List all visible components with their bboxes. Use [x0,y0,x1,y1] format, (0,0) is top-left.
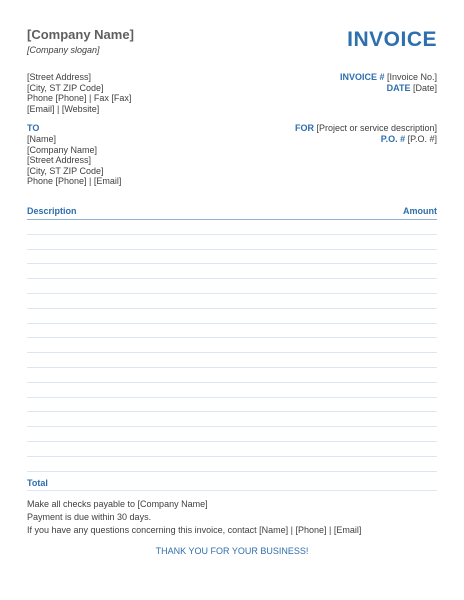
invoice-date-value: [Date] [410,82,437,93]
line-item-row [27,412,437,427]
line-item-row [27,427,437,442]
po-row [295,134,437,145]
po-value: [P.O. #] [405,133,437,144]
for-row [295,123,437,134]
line-item-row [27,279,437,294]
invoice-date-label: DATE [386,82,411,93]
line-item-row [27,338,437,353]
recipient-label: TO [27,123,40,133]
company-address-line: Phone [Phone] | Fax [Fax] [27,93,132,103]
line-item-row [27,235,437,250]
table-header [27,206,437,218]
payment-note: Payment is due within 30 days. [27,512,152,522]
company-address-line: [Email] | [Website] [27,103,100,114]
description-column-header: Description [27,206,77,216]
recipient-line: [Name] [27,134,57,144]
line-item-row [27,220,437,235]
invoice-meta-block [340,72,437,93]
company-slogan: [Company slogan] [27,45,100,55]
project-meta-block [295,123,437,144]
payment-note: If you have any questions concerning this invoice, contact [Name] | [Phone] | [Email] [27,525,362,535]
invoice-number-label: INVOICE # [339,72,385,82]
line-item-row [27,294,437,309]
company-address-line: [City, ST ZIP Code] [27,82,104,93]
invoice-number-row [340,72,437,83]
recipient-line: [City, ST ZIP Code] [27,165,104,176]
line-item-row [27,398,437,413]
line-item-row [27,457,437,472]
recipient-address-block [27,134,121,187]
company-address-line: [Street Address] [27,72,92,82]
payment-notes [27,498,361,537]
payment-note: Make all checks payable to [Company Name] [27,499,208,509]
invoice-date-row [340,83,437,94]
company-address-block [27,72,131,114]
total-label: Total [27,478,48,488]
line-items-table [27,220,437,472]
for-label: FOR [294,123,314,133]
invoice-number-value: [Invoice No.] [384,72,437,82]
line-item-row [27,250,437,265]
amount-column-header: Amount [403,206,437,216]
total-divider [27,490,437,491]
line-item-row [27,309,437,324]
recipient-line: [Street Address] [27,155,92,165]
thank-you-message: THANK YOU FOR YOUR BUSINESS! [155,546,309,556]
line-item-row [27,324,437,339]
company-name: [Company Name] [27,27,134,42]
line-item-row [27,264,437,279]
line-item-row [27,383,437,398]
line-item-row [27,353,437,368]
recipient-line: Phone [Phone] | [Email] [27,176,122,186]
recipient-line: [Company Name] [27,144,98,155]
for-value: [Project or service description] [313,123,437,133]
po-label: P.O. # [380,133,406,144]
invoice-title: INVOICE [347,28,437,51]
line-item-row [27,368,437,383]
line-item-row [27,442,437,457]
